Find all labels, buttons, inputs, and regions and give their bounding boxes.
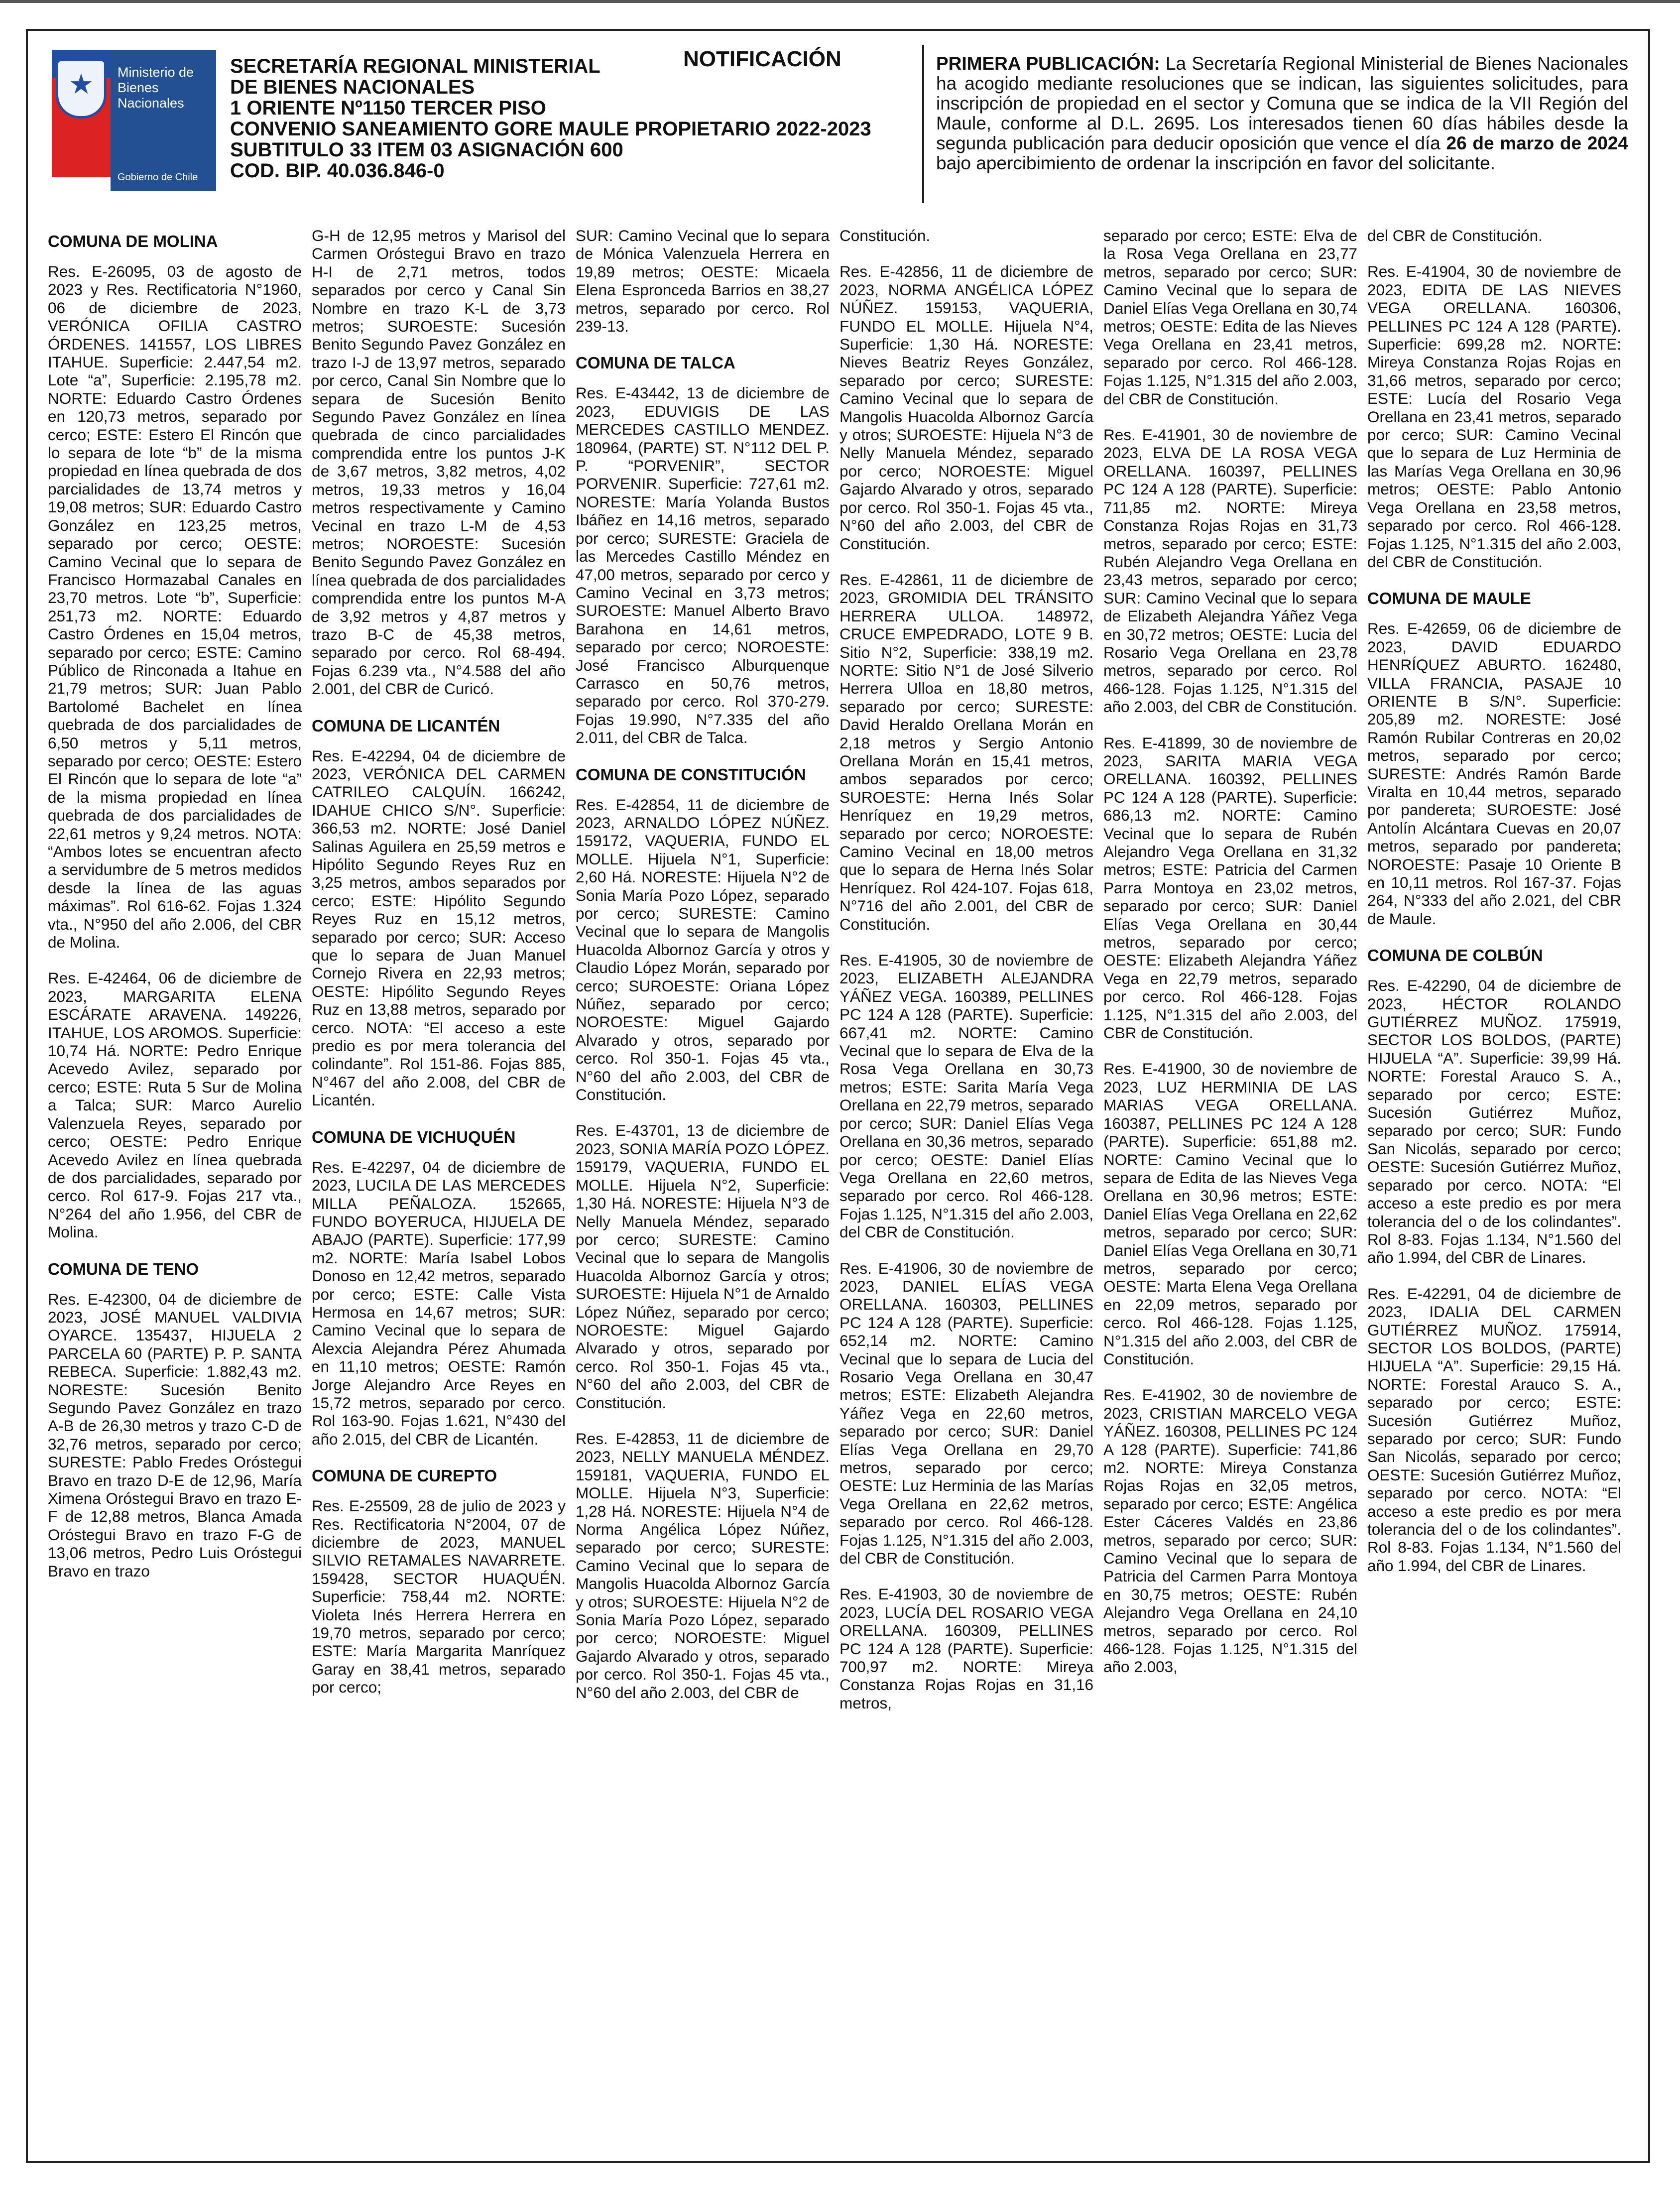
comuna-heading: COMUNA DE TENO: [48, 1259, 199, 1278]
resolution-entry: Res. E-42659, 06 de diciembre de 2023, DAVID EDUARDO HENRÍQUEZ ABURTO. 162480, VILLA FRANCIA, PASAJE 10 ORIENTE B S/N°. Superficie: 205,89 m2. NORESTE: José Ramón Rubilar Contreras en 20,02 metros, separado por cerco; SURESTE: Andrés Ramón Barde Viralta en 10,44 metros, separado por pandereta; SUROESTE: José Antolín Alcántara Cuevas en 20,07 metros, separado por pandereta; NOROESTE: Pasaje 10 Oriente B en 10,11 metros. Rol 167-37. Fojas 264, N°333 del año 2.021, del CBR de Maule.: [1367, 619, 1621, 928]
resolution-entry: Res. E-25509, 28 de julio de 2023 y Res. Rectificatoria N°2004, 07 de diciembre de 2023, MANUEL SILVIO RETAMALES NAVARRETE. 159428, SECTOR HUAQUÉN. Superficie: 758,44 m2. NORTE: Violeta Inés Herrera Herrera en 19,70 metros, separado por cerco; ESTE: María Margarita Manríquez Garay en 38,41 metros, separado por cerco;: [312, 1497, 566, 1697]
resolution-entry: Res. E-41900, 30 de noviembre de 2023, LUZ HERMINIA DE LAS MARIAS VEGA ORELLANA. 160387, PELLINES PC 124 A 128 (PARTE). Superficie: 651,88 m2. NORTE: Camino Vecinal que lo separa de Edita de las Nieves Vega Orellana en 30,96 metros; ESTE: Daniel Elías Vega Orellana en 22,62 metros, separado por cerco; SUR: Daniel Elías Vega Orellana en 30,71 metros, separado por cerco; OESTE: Marta Elena Vega Orellana en 22,09 metros, separado por cerco. Rol 466-128. Fojas 1.125, N°1.315 del año 2.003, del CBR de Constitución.: [1103, 1060, 1357, 1368]
resolution-entry: Res. E-42464, 06 de diciembre de 2023, MARGARITA ELENA ESCÁRATE ARAVENA. 149226, ITAHUE, LOS AROMOS. Superficie: 10,74 Há. NORTE: Pedro Enrique Acevedo Avilez, separado por cerco; ESTE: Ruta 5 Sur de Molina a Talca; SUR: Marco Aurelio Valenzuela Reyes, separado por cerco; OESTE: Pedro Enrique Acevedo Avilez en línea quebrada de dos parcialidades, separado por cerco. Rol 617-9. Fojas 217 vta., N°264 del año 1.956, del CBR de Molina.: [48, 969, 302, 1241]
comuna-heading: COMUNA DE CONSTITUCIÓN: [576, 765, 806, 784]
header-office-block: [230, 56, 917, 181]
resolution-entry: Res. E-42297, 04 de diciembre de 2023, LUCILA DE LAS MERCEDES MILLA PEÑALOZA. 152665, FUNDO BOYERUCA, HIJUELA DE ABAJO (PARTE). Superficie: 177,99 m2. NORTE: María Isabel Lobos Donoso en 12,42 metros, separado por cerco; ESTE: Calle Vista Hermosa en 14,67 metros; SUR: Camino Vecinal que lo separa de Alexcia Alejandra Pérez Ahumada en 11,10 metros; OESTE: Ramón Jorge Alejandro Arce Reyes en 15,72 metros, separado por cerco. Rol 163-90. Fojas 1.621, N°430 del año 2.015, del CBR de Licantén.: [312, 1158, 566, 1448]
resolution-entry: Res. E-42854, 11 de diciembre de 2023, ARNALDO LÓPEZ NÚÑEZ. 159172, VAQUERIA, FUNDO EL MOLLE. Hijuela N°1, Superficie: 2,60 Há. NORESTE: Hijuela N°2 de Sonia María Pozo López, separado por cerco; SURESTE: Camino Vecinal que lo separa de Mangolis Huacolda Albornoz García y otros y Claudio López Morán, separado por cerco; SUROESTE: Oriana López Núñez, separado por cerco; NOROESTE: Miguel Gajardo Alvarado y otros, separado por cerco. Rol 350-1. Fojas 45 vta., N°60 del año 2.003, del CBR de Constitución.: [576, 795, 830, 1104]
comuna-heading: COMUNA DE TALCA: [576, 354, 735, 372]
resolution-entry: Res. E-42856, 11 de diciembre de 2023, NORMA ANGÉLICA LÓPEZ NÚÑEZ. 159153, VAQUERIA, FUNDO EL MOLLE. Hijuela N°4, Superficie: 1,30 Há. NORESTE: Nieves Beatriz Reyes González, separado por cerco; SURESTE: Camino Vecinal que lo separa de Mangolis Huacolda Albornoz García y otros; SUROESTE: Hijuela N°3 de Nelly Manuela Méndez, separado por cerco; NOROESTE: Miguel Gajardo Alvarado y otros, separado por cerco. Rol 350-1. Fojas 45 vta., N°60 del año 2.003, del CBR de Constitución.: [840, 262, 1093, 553]
comuna-heading: COMUNA DE LICANTÉN: [312, 716, 500, 735]
notice-columns: [48, 227, 1641, 2134]
resolution-entry: Res. E-41906, 30 de noviembre de 2023, DANIEL ELÍAS VEGA ORELLANA. 160303, PELLINES PC 124 A 128 (PARTE). Superficie: 652,14 m2. NORTE: Camino Vecinal que lo separa de Lucia del Rosario Vega Orellana en 30,47 metros; ESTE: Elizabeth Alejandra Yáñez Vega en 22,60 metros, separado por cerco; SUR: Daniel Elías Vega Orellana en 29,70 metros, separado por cerco; OESTE: Luz Herminia de las Marías Vega Orellana en 22,62 metros, separado por cerco. Rol 466-128. Fojas 1.125, N°1.315 del año 2.003, del CBR de Constitución.: [840, 1259, 1093, 1568]
resolution-entry: Res. E-42861, 11 de diciembre de 2023, GROMIDIA DEL TRÁNSITO HERRERA ULLOA. 148972, CRUCE EMPEDRADO, LOTE 9 B. Sitio N°2, Superficie: 338,19 m2. NORTE: Sitio N°1 de José Silverio Herrera Ulloa en 18,80 metros, separado por cerco; SURESTE: David Heraldo Orellana Morán en 2,18 metros y Sergio Antonio Orellana Morán en 15,41 metros, ambos separados por cerco; SUROESTE: Herna Inés Solar Henríquez en 19,29 metros, separado por cerco; NOROESTE: Camino Vecinal en 18,00 metros que lo separa de Herna Inés Solar Henríquez. Rol 424-107. Fojas 618, N°716 del año 2.001, del CBR de Constitución.: [840, 570, 1093, 933]
column-4: [840, 227, 1093, 2134]
resolution-entry: del CBR de Constitución.: [1367, 227, 1543, 244]
comuna-heading: COMUNA DE MOLINA: [48, 232, 218, 250]
logo-gobierno-text: Gobierno de Chile: [118, 172, 198, 183]
chile-crest-icon: ★: [52, 50, 111, 191]
resolution-entry: Res. E-41899, 30 de noviembre de 2023, SARITA MARIA VEGA ORELLANA. 160392, PELLINES PC 124 A 128 (PARTE). Superficie: 686,13 m2. NORTE: Camino Vecinal que lo separa de Rubén Alejandro Vega Orellana en 31,32 metros; ESTE: Patricia del Carmen Parra Montoya en 23,02 metros, separado por cerco; SUR: Daniel Elías Vega Orellana en 30,44 metros, separado por cerco; OESTE: Elizabeth Alejandra Yáñez Vega en 22,79 metros, separado por cerco. Rol 466-128. Fojas 1.125, N°1.315 del año 2.003, del CBR de Constitución.: [1103, 733, 1357, 1042]
resolution-entry: Res. E-41903, 30 de noviembre de 2023, LUCÍA DEL ROSARIO VEGA ORELLANA. 160309, PELLINES PC 124 A 128 (PARTE). Superficie: 700,97 m2. NORTE: Mireya Constanza Rojas Rojas en 31,16 metros,: [840, 1585, 1093, 1712]
resolution-entry: Res. E-42853, 11 de diciembre de 2023, NELLY MANUELA MÉNDEZ. 159181, VAQUERIA, FUNDO EL MOLLE. Hijuela N°3, Superficie: 1,28 Há. NORESTE: Hijuela N°4 de Norma Angélica López Núñez, separado por cerco; SURESTE: Camino Vecinal que lo separa de Mangolis Huacolda Albornoz García y otros; SUROESTE: Hijuela N°2 de Sonia María Pozo López, separado por cerco; NOROESTE: Miguel Gajardo Alvarado y otros, separado por cerco. Rol 350-1. Fojas 45 vta., N°60 del año 2.003, del CBR de: [576, 1429, 830, 1702]
column-1: [48, 227, 302, 2134]
resolution-entry: Res. E-41901, 30 de noviembre de 2023, ELVA DE LA ROSA VEGA ORELLANA. 160397, PELLINES PC 124 A 128 (PARTE). Superficie: 711,85 m2. NORTE: Mireya Constanza Rojas Rojas en 31,73 metros, separado por cerco; ESTE: Rubén Alejandro Vega Orellana en 23,43 metros, separado por cerco; SUR: Camino Vecinal que lo separa de Elizabeth Alejandra Yáñez Vega en 30,72 metros; OESTE: Lucia del Rosario Vega Orellana en 23,78 metros, separado por cerco. Rol 466-128. Fojas 1.125, N°1.315 del año 2.003, del CBR de Constitución.: [1103, 426, 1357, 716]
resolution-entry: G-H de 12,95 metros y Marisol del Carmen Oróstegui Bravo en trazo H-I de 2,71 metros, todos separados por cerco y Canal Sin Nombre en trazo K-L de 3,73 metros; SUROESTE: Sucesión Benito Segundo Pavez González en trazo I-J de 13,97 metros, separado por cerco, Canal Sin Nombre que lo separa de Sucesión Benito Segundo Pavez González en línea quebrada de cinco parcialidades comprendida entre los puntos J-K de 3,67 metros, 3,82 metros, 4,02 metros, 19,33 metros y 16,04 metros respectivamente y Camino Vecinal en trazo L-M de 4,53 metros; NOROESTE: Sucesión Benito Segundo Pavez González en línea quebrada de dos parcialidades comprendida entre los puntos M-A de 3,92 metros y 4,87 metros y trazo B-C de 45,38 metros, separado por cerco. Rol 68-494. Fojas 6.239 vta., N°4.588 del año 2.001, del CBR de Curicó.: [312, 227, 566, 698]
ministry-logo: [52, 50, 216, 191]
comuna-heading: COMUNA DE MAULE: [1367, 589, 1531, 608]
comuna-heading: COMUNA DE VICHUQUÉN: [312, 1127, 516, 1146]
publication-deadline: 26 de marzo de 2024: [1446, 133, 1628, 153]
column-5: [1103, 227, 1357, 2134]
resolution-entry: separado por cerco; ESTE: Elva de la Rosa Vega Orellana en 23,77 metros, separado por cerco; SUR: Camino Vecinal que lo separa de Daniel Elías Vega Orellana en 30,74 metros; OESTE: Edita de las Nieves Vega Orellana en 23,41 metros, separado por cerco. Rol 466-128. Fojas 1.125, N°1.315 del año 2.003, del CBR de Constitución.: [1103, 227, 1357, 408]
resolution-entry: Res. E-42294, 04 de diciembre de 2023, VERÓNICA DEL CARMEN CATRILEO CALQUÍN. 166242, IDAHUE CHICO S/N°. Superficie: 366,53 m2. NORTE: José Daniel Salinas Aguilera en 25,59 metros e Hipólito Segundo Reyes Ruz en 3,25 metros, ambos separados por cerco; ESTE: Hipólito Segundo Reyes Ruz en 15,12 metros, separado por cerco; SUR: Acceso que lo separa de Juan Manuel Cornejo Rivera en 22,93 metros; OESTE: Hipólito Segundo Reyes Ruz en 13,88 metros, separado por cerco. NOTA: “El acceso a este predio es por mera tolerancia del colindante”. Rol 151-86. Fojas 885, N°467 del año 2.008, del CBR de Licantén.: [312, 746, 566, 1109]
header-line-6: COD. BIP. 40.036.846-0: [230, 160, 445, 182]
header-divider: [922, 45, 924, 203]
header-line-1: SECRETARÍA REGIONAL MINISTERIAL: [230, 55, 600, 77]
page-top-rule: [0, 0, 1680, 3]
header-line-2: DE BIENES NACIONALES: [230, 76, 475, 98]
logo-ministry-text: Ministerio de Bienes Nacionales: [118, 65, 194, 111]
logo-panel: [111, 50, 216, 191]
column-2: [312, 227, 566, 2134]
header-line-3: 1 ORIENTE Nº1150 TERCER PISO: [230, 97, 546, 119]
resolution-entry: Res. E-41905, 30 de noviembre de 2023, ELIZABETH ALEJANDRA YÁÑEZ VEGA. 160389, PELLINES PC 124 A 128 (PARTE). Superficie: 667,41 m2. NORTE: Camino Vecinal que lo separa de Elva de la Rosa Vega Orellana en 30,73 metros; ESTE: Sarita María Vega Orellana en 22,79 metros, separado por cerco; SUR: Daniel Elías Vega Orellana en 30,36 metros, separado por cerco; OESTE: Daniel Elías Vega Orellana en 22,60 metros, separado por cerco. Rol 466-128. Fojas 1.125, N°1.315 del año 2.003, del CBR de Constitución.: [840, 951, 1093, 1241]
resolution-entry: Res. E-43442, 13 de diciembre de 2023, EDUVIGIS DE LAS MERCEDES CASTILLO MENDEZ. 180964, (PARTE) ST. N°112 DEL P. P. “PORVENIR”, SECTOR PORVENIR. Superficie: 727,61 m2. NORESTE: María Yolanda Bustos Ibáñez en 14,16 metros, separado por cerco; SURESTE: Graciela de las Mercedes Castillo Méndez en 47,00 metros, separado por cerco y Camino Vecinal en 3,73 metros; SUROESTE: Manuel Alberto Bravo Barahona en 14,61 metros, separado por cerco; NOROESTE: José Francisco Alburquenque Carrasco en 50,76 metros, separado por cerco. Rol 370-279. Fojas 19.990, N°7.335 del año 2.011, del CBR de Talca.: [576, 384, 830, 747]
header-line-5: SUBTITULO 33 ITEM 03 ASIGNACIÓN 600: [230, 139, 623, 161]
publication-notice: [936, 54, 1628, 173]
comuna-heading: COMUNA DE COLBÚN: [1367, 946, 1543, 965]
resolution-entry: Res. E-42290, 04 de diciembre de 2023, HÉCTOR ROLANDO GUTIÉRREZ MUÑOZ. 175919, SECTOR LOS BOLDOS, (PARTE) HIJUELA “A”. Superficie: 39,99 Há. NORTE: Forestal Arauco S. A., separado por cerco; ESTE: Sucesión Gutiérrez Muñoz, separado por cerco; SUR: Fundo San Nicolás, separado por cerco; OESTE: Sucesión Gutiérrez Muñoz, separado por cerco. NOTA: “El acceso a este predio es por mera tolerancia del o de los colindantes”. Rol 8-83. Fojas 1.134, N°1.560 del año 1.994, del CBR de Linares.: [1367, 976, 1621, 1267]
notice-title: NOTIFICACIÓN: [683, 47, 841, 71]
resolution-entry: Res. E-43701, 13 de diciembre de 2023, SONIA MARÍA POZO LÓPEZ. 159179, VAQUERIA, FUNDO EL MOLLE. Hijuela N°2, Superficie: 1,30 Há. NORESTE: Hijuela N°3 de Nelly Manuela Méndez, separado por cerco; SURESTE: Camino Vecinal que lo separa de Mangolis Huacolda Albornoz García y otros; SUROESTE: Hijuela N°1 de Arnaldo López Núñez, separado por cerco; NOROESTE: Miguel Gajardo Alvarado y otros, separado por cerco. Rol 350-1. Fojas 45 vta., N°60 del año 2.003, del CBR de Constitución.: [576, 1121, 830, 1412]
resolution-entry: Res. E-42300, 04 de diciembre de 2023, JOSÉ MANUEL VALDIVIA OYARCE. 135437, HIJUELA 2 PARCELA 60 (PARTE) P. P. SANTA REBECA. Superficie: 1.882,43 m2. NORESTE: Sucesión Benito Segundo Pavez González en trazo A-B de 26,30 metros y trazo C-D de 32,76 metros, separado por cerco; SURESTE: Pablo Fredes Oróstegui Bravo en trazo D-E de 12,96, María Ximena Oróstegui Bravo en trazo E-F de 12,88 metros, Blanca Amada Oróstegui Bravo en trazo F-G de 13,06 metros, Pedro Luis Oróstegui Bravo en trazo: [48, 1290, 302, 1580]
comuna-heading: COMUNA DE CUREPTO: [312, 1466, 497, 1485]
resolution-entry: Res. E-41904, 30 de noviembre de 2023, EDITA DE LAS NIEVES VEGA ORELLANA. 160306, PELLINES PC 124 A 128 (PARTE). Superficie: 699,28 m2. NORTE: Mireya Constanza Rojas Rojas en 31,66 metros, separado por cerco; ESTE: Lucía del Rosario Vega Orellana en 23,41 metros, separado por cerco; SUR: Camino Vecinal que lo separa de Luz Herminia de las Marías Vega Orellana en 30,96 metros; OESTE: Pablo Antonio Vega Orellana en 23,58 metros, separado por cerco. Rol 466-128. Fojas 1.125, N°1.315 del año 2.003, del CBR de Constitución.: [1367, 262, 1621, 571]
resolution-entry: SUR: Camino Vecinal que lo separa de Mónica Valenzuela Herrera en 19,89 metros; OESTE: Micaela Elena Espronceda Barrios en 38,27 metros, separado por cerco. Rol 239-13.: [576, 227, 830, 336]
column-3: [576, 227, 830, 2134]
column-6: [1367, 227, 1621, 2134]
resolution-entry: Constitución.: [840, 227, 931, 244]
publication-lead: PRIMERA PUBLICACIÓN:: [936, 53, 1160, 74]
resolution-entry: Res. E-41902, 30 de noviembre de 2023, CRISTIAN MARCELO VEGA YÁÑEZ. 160308, PELLINES PC 124 A 128 (PARTE). Superficie: 741,86 m2. NORTE: Mireya Constanza Rojas Rojas en 32,05 metros, separado por cerco; ESTE: Angélica Ester Cáceres Valdés en 23,86 metros, separado por cerco; SUR: Camino Vecinal que lo separa de Patricia del Carmen Parra Montoya en 30,75 metros; OESTE: Rubén Alejandro Vega Orellana en 24,10 metros, separado por cerco. Rol 466-128. Fojas 1.125, N°1.315 del año 2.003,: [1103, 1386, 1357, 1676]
publication-body-1: La Secretaría Regional Ministerial de Bienes Nacionales ha acogido mediante resoluciones que se indican, las siguientes solicitudes, para inscripción de propiedad en el sector y Comuna que se indica de la VII Región del Maule, conforme al D.L. 2695. Los interesados tienen 60 días hábiles desde la segunda publicación para deducir oposición que vence el día: [936, 53, 1628, 153]
resolution-entry: Res. E-42291, 04 de diciembre de 2023, IDALIA DEL CARMEN GUTIÉRREZ MUÑOZ. 175914, SECTOR LOS BOLDOS, (PARTE) HIJUELA “A”. Superficie: 29,15 Há. NORTE: Forestal Arauco S. A., separado por cerco; ESTE: Sucesión Gutiérrez Muñoz, separado por cerco; SUR: Fundo San Nicolás, separado por cerco; OESTE: Sucesión Gutiérrez Muñoz, separado por cerco. NOTA: “El acceso a este predio es por mera tolerancia del o de los colindantes”. Rol 8-83. Fojas 1.134, N°1.560 del año 1.994, del CBR de Linares.: [1367, 1284, 1621, 1575]
resolution-entry: Res. E-26095, 03 de agosto de 2023 y Res. Rectificatoria N°1960, 06 de diciembre de 2023, VERÓNICA OFILIA CASTRO ÓRDENES. 141557, LOS LIBRES ITAHUE. Superficie: 2.447,54 m2. Lote “a”, Superficie: 2.195,78 m2. NORTE: Eduardo Castro Órdenes en 120,73 metros, separado por cerco; ESTE: Estero El Rincón que lo separa de lote “b” de la misma propiedad en línea quebrada de dos parcialidades de 13,74 metros y 19,08 metros; SUR: Eduardo Castro González en 123,25 metros, separado por cerco; OESTE: Camino Vecinal que lo separa de Francisco Hormazabal Canales en 23,70 metros. Lote “b”, Superficie: 251,73 m2. NORTE: Eduardo Castro Órdenes en 15,04 metros, separado por cerco; ESTE: Camino Público de Rinconada a Itahue en 21,79 metros; SUR: Juan Pablo Bartolomé Bachelet en línea quebrada de dos parcialidades de 6,50 metros y 5,11 metros, separado por cerco; OESTE: Estero El Rincón que lo separa de lote “a” de la misma propiedad en línea quebrada de dos parcialidades de 22,61 metros y 9,24 metros. NOTA: “Ambos lotes se encuentran afecto a servidumbre de 5 metros medidos desde la línea de las aguas máximas”. Rol 616-62. Fojas 1.324 vta., N°950 del año 2.006, del CBR de Molina.: [48, 262, 302, 952]
publication-body-2: bajo apercibimiento de ordenar la inscripción en favor del solicitante.: [936, 153, 1495, 173]
header-line-4: CONVENIO SANEAMIENTO GORE MAULE PROPIETARIO 2022-2023: [230, 118, 871, 140]
